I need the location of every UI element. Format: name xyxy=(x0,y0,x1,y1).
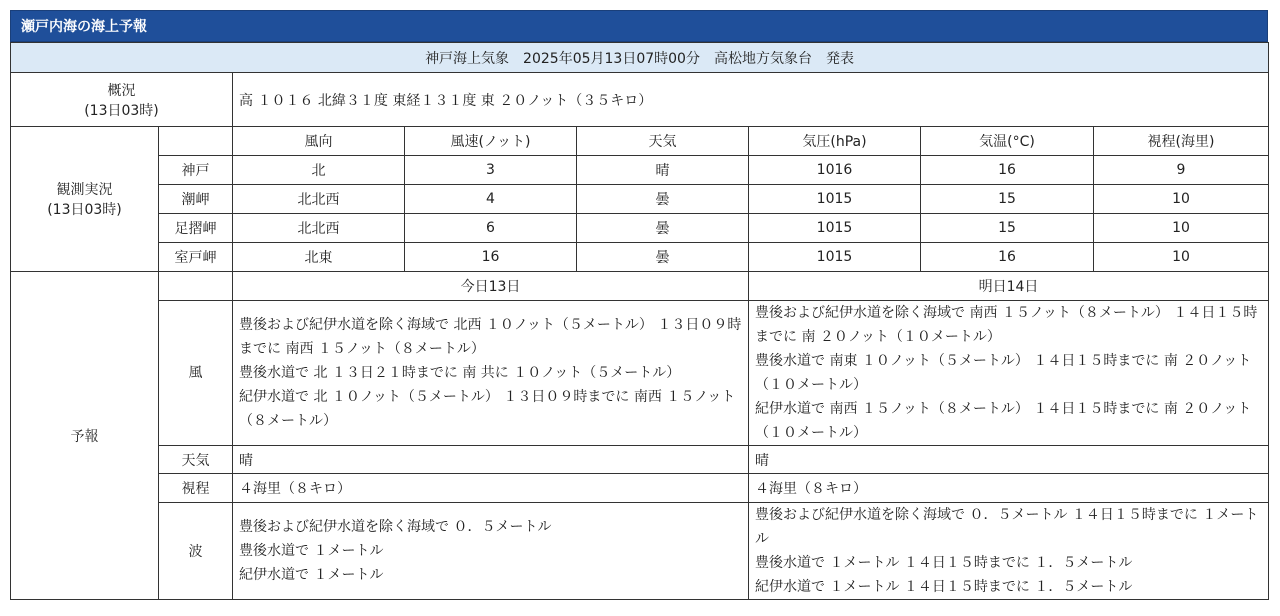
table-cell: 4 xyxy=(405,185,577,214)
weather-tomorrow: 晴 xyxy=(749,446,1269,474)
table-cell: 1016 xyxy=(749,156,921,185)
column-header: 天気 xyxy=(577,127,749,156)
table-cell: 15 xyxy=(921,214,1094,243)
table-cell: 北 xyxy=(233,156,405,185)
observation-label xyxy=(11,127,159,272)
forecast-label: 予報 xyxy=(11,272,159,600)
gaikyo-label xyxy=(11,73,233,127)
gaikyo-label-time: (13日03時) xyxy=(84,102,159,119)
visibility-label: 視程 xyxy=(159,474,233,503)
tomorrow-header: 明日14日 xyxy=(749,272,1269,301)
wind-tomorrow xyxy=(749,301,1269,446)
table-cell: 10 xyxy=(1094,185,1269,214)
table-row xyxy=(11,243,1269,272)
issue-info: 神戸海上気象 2025年05月13日07時00分 高松地方気象台 発表 xyxy=(11,43,1269,73)
table-cell: 9 xyxy=(1094,156,1269,185)
wave-today xyxy=(233,503,749,600)
forecast-table xyxy=(10,42,1269,600)
wind-label: 風 xyxy=(159,301,233,446)
table-cell: 北東 xyxy=(233,243,405,272)
wave-tomorrow-line: 紀伊水道で １メートル １４日１５時までに １．５メートル xyxy=(755,579,1133,595)
gaikyo-label-title: 概況 xyxy=(107,82,136,99)
column-header: 視程(海里) xyxy=(1094,127,1269,156)
today-header: 今日13日 xyxy=(233,272,749,301)
table-cell: 3 xyxy=(405,156,577,185)
table-cell: 1015 xyxy=(749,214,921,243)
table-cell: 北北西 xyxy=(233,214,405,243)
forecast-panel xyxy=(10,10,1268,600)
table-cell: 15 xyxy=(921,185,1094,214)
wind-tomorrow-line: 紀伊水道で 南西 １５ノット（８メートル） １４日１５時までに 南 ２０ノット（１０メートル） xyxy=(755,401,1252,441)
panel-title: 瀬戸内海の海上予報 xyxy=(10,10,1268,42)
table-cell: 6 xyxy=(405,214,577,243)
station-name: 潮岬 xyxy=(159,185,233,214)
table-cell: 10 xyxy=(1094,214,1269,243)
station-name: 室戸岬 xyxy=(159,243,233,272)
visibility-tomorrow: ４海里（８キロ） xyxy=(749,474,1269,503)
table-row xyxy=(11,214,1269,243)
wind-today-line: 豊後および紀伊水道を除く海域で 北西 １０ノット（５メートル） １３日０９時までに 南西 １５ノット（８メートル） xyxy=(239,317,742,357)
wave-today-line: 紀伊水道で １メートル xyxy=(239,567,384,583)
table-cell: 晴 xyxy=(577,156,749,185)
wave-today-line: 豊後および紀伊水道を除く海域で ０．５メートル xyxy=(239,519,552,535)
table-row xyxy=(11,185,1269,214)
weather-label: 天気 xyxy=(159,446,233,474)
wind-today xyxy=(233,301,749,446)
table-cell: 1015 xyxy=(749,185,921,214)
observation-label-time: (13日03時) xyxy=(47,202,122,218)
table-cell: 北北西 xyxy=(233,185,405,214)
wave-label: 波 xyxy=(159,503,233,600)
observation-corner xyxy=(159,127,233,156)
column-header: 気圧(hPa) xyxy=(749,127,921,156)
table-cell: 曇 xyxy=(577,214,749,243)
weather-today: 晴 xyxy=(233,446,749,474)
table-cell: 1015 xyxy=(749,243,921,272)
column-header: 気温(°C) xyxy=(921,127,1094,156)
table-cell: 10 xyxy=(1094,243,1269,272)
gaikyo-text: 高 １０１６ 北緯３１度 東経１３１度 東 ２０ノット（３５キロ） xyxy=(233,73,1269,127)
table-cell: 曇 xyxy=(577,185,749,214)
visibility-today: ４海里（８キロ） xyxy=(233,474,749,503)
table-cell: 16 xyxy=(921,243,1094,272)
wave-tomorrow-line: 豊後および紀伊水道を除く海域で ０．５メートル １４日１５時までに １メートル xyxy=(755,507,1259,547)
wind-tomorrow-line: 豊後および紀伊水道を除く海域で 南西 １５ノット（８メートル） １４日１５時までに 南 ２０ノット（１０メートル） xyxy=(755,305,1258,345)
wind-today-line: 紀伊水道で 北 １０ノット（５メートル） １３日０９時までに 南西 １５ノット（８メートル） xyxy=(239,389,736,429)
table-cell: 16 xyxy=(921,156,1094,185)
wind-tomorrow-line: 豊後水道で 南東 １０ノット（５メートル） １４日１５時までに 南 ２０ノット（１０メートル） xyxy=(755,353,1252,393)
wave-tomorrow-line: 豊後水道で １メートル １４日１５時までに １．５メートル xyxy=(755,555,1133,571)
wind-today-line: 豊後水道で 北 １３日２１時までに 南 共に １０ノット（５メートル） xyxy=(239,365,681,381)
observation-label-title: 観測実況 xyxy=(56,182,113,198)
column-header: 風速(ノット) xyxy=(405,127,577,156)
table-cell: 曇 xyxy=(577,243,749,272)
station-name: 神戸 xyxy=(159,156,233,185)
wave-today-line: 豊後水道で １メートル xyxy=(239,543,384,559)
wave-tomorrow xyxy=(749,503,1269,600)
forecast-corner xyxy=(159,272,233,301)
column-header: 風向 xyxy=(233,127,405,156)
table-cell: 16 xyxy=(405,243,577,272)
table-row xyxy=(11,156,1269,185)
station-name: 足摺岬 xyxy=(159,214,233,243)
